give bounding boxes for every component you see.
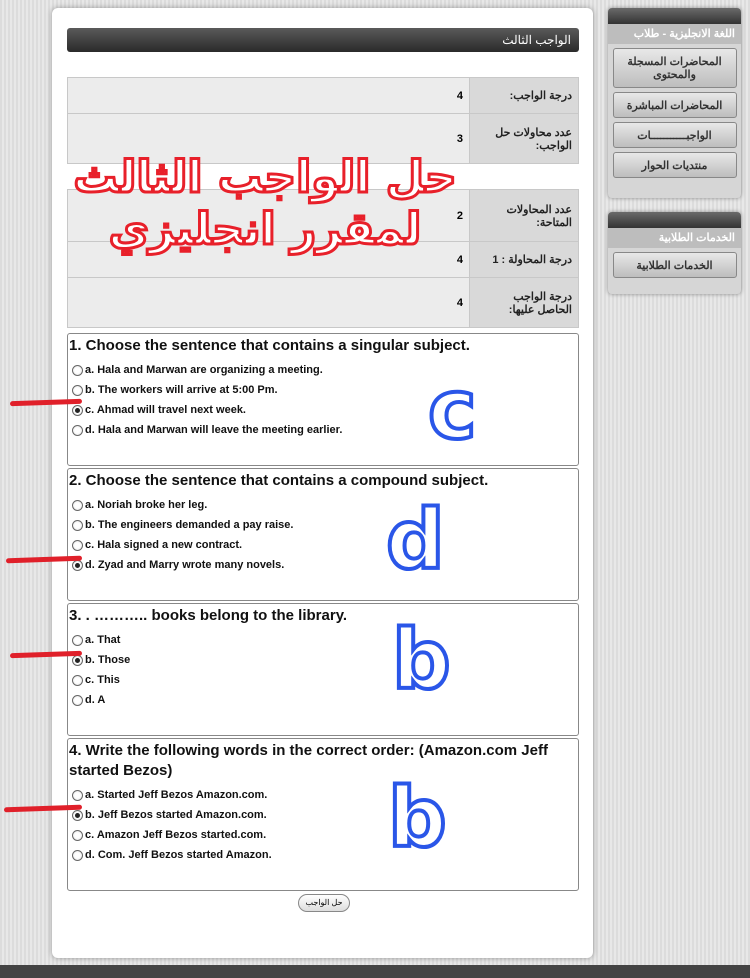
option-label: c. Hala signed a new contract. bbox=[85, 539, 243, 551]
option-label: c. This bbox=[85, 674, 120, 686]
radio-button[interactable] bbox=[72, 425, 83, 436]
option-b[interactable] bbox=[68, 650, 578, 670]
radio-button[interactable] bbox=[72, 850, 83, 861]
radio-button-selected[interactable] bbox=[72, 655, 83, 666]
sidebar-item-live-lectures[interactable]: المحاضرات المباشرة bbox=[613, 92, 737, 118]
radio-button[interactable] bbox=[72, 365, 83, 376]
menu-header bbox=[608, 212, 741, 228]
answer-letter-q1: c bbox=[428, 363, 477, 458]
radio-button[interactable] bbox=[72, 695, 83, 706]
main-panel bbox=[52, 8, 593, 958]
option-label: d. A bbox=[85, 694, 106, 706]
option-a[interactable] bbox=[68, 360, 578, 380]
answer-letter-q2: d bbox=[386, 493, 445, 588]
option-d[interactable] bbox=[68, 845, 578, 865]
info-value: 4 bbox=[68, 78, 470, 114]
option-label: a. Hala and Marwan are organizing a meeting. bbox=[85, 364, 323, 376]
answer-letter-q3: b bbox=[392, 613, 451, 708]
info-value: 4 bbox=[68, 278, 470, 328]
question-title: 2. Choose the sentence that contains a compound subject. bbox=[69, 472, 489, 489]
option-label: b. The engineers demanded a pay raise. bbox=[85, 519, 294, 531]
option-label: b. Those bbox=[85, 654, 131, 666]
option-label: b. The workers will arrive at 5:00 Pm. bbox=[85, 384, 278, 396]
option-c[interactable] bbox=[68, 670, 578, 690]
option-c[interactable] bbox=[68, 535, 578, 555]
services-menu bbox=[608, 212, 741, 294]
option-label: d. Com. Jeff Bezos started Amazon. bbox=[85, 849, 272, 861]
overlay-line-1: حل الواجب الثالث bbox=[73, 152, 457, 203]
table-row bbox=[68, 278, 579, 328]
bottom-bar bbox=[0, 965, 750, 978]
option-label: d. Zyad and Marry wrote many novels. bbox=[85, 559, 285, 571]
sidebar-item-recorded-lectures[interactable]: المحاضرات المسجلة والمحتوى bbox=[613, 48, 737, 88]
option-label: d. Hala and Marwan will leave the meeting earlier. bbox=[85, 424, 343, 436]
page-title: الواجب الثالث bbox=[67, 28, 579, 52]
radio-button[interactable] bbox=[72, 790, 83, 801]
question-2 bbox=[67, 468, 579, 601]
option-c[interactable] bbox=[68, 400, 578, 420]
option-label: a. Noriah broke her leg. bbox=[85, 499, 208, 511]
option-b[interactable] bbox=[68, 805, 578, 825]
table-row bbox=[68, 78, 579, 114]
answer-letter-q4: b bbox=[388, 771, 447, 866]
radio-button[interactable] bbox=[72, 500, 83, 511]
sidebar-item-forums[interactable]: منتديات الحوار bbox=[613, 152, 737, 178]
info-label: عدد المحاولات المتاحة: bbox=[470, 190, 579, 242]
question-3 bbox=[67, 603, 579, 736]
radio-button-selected[interactable] bbox=[72, 405, 83, 416]
option-c[interactable] bbox=[68, 825, 578, 845]
info-label: درجة الواجب الحاصل عليها: bbox=[470, 278, 579, 328]
radio-button[interactable] bbox=[72, 830, 83, 841]
option-d[interactable] bbox=[68, 690, 578, 710]
radio-button[interactable] bbox=[72, 385, 83, 396]
info-value: 3 bbox=[68, 114, 470, 164]
option-label: c. Amazon Jeff Bezos started.com. bbox=[85, 829, 267, 841]
menu-header bbox=[608, 8, 741, 24]
radio-button[interactable] bbox=[72, 540, 83, 551]
option-label: a. Started Jeff Bezos Amazon.com. bbox=[85, 789, 268, 801]
radio-button-selected[interactable] bbox=[72, 560, 83, 571]
info-label: عدد محاولات حل الواجب: bbox=[470, 114, 579, 164]
option-d[interactable] bbox=[68, 420, 578, 440]
option-a[interactable] bbox=[68, 495, 578, 515]
question-title: 3. . ……….. books belong to the library. bbox=[69, 607, 348, 624]
option-b[interactable] bbox=[68, 515, 578, 535]
radio-button[interactable] bbox=[72, 520, 83, 531]
option-d[interactable] bbox=[68, 555, 578, 575]
option-b[interactable] bbox=[68, 380, 578, 400]
sidebar-item-homework[interactable]: الواجبـــــــــــات bbox=[613, 122, 737, 148]
info-value: 2 bbox=[68, 190, 470, 242]
radio-button[interactable] bbox=[72, 635, 83, 646]
question-1 bbox=[67, 333, 579, 466]
option-label: c. Ahmad will travel next week. bbox=[85, 404, 246, 416]
info-label: درجة الواجب: bbox=[470, 78, 579, 114]
sidebar-item-student-services[interactable]: الخدمات الطلابية bbox=[613, 252, 737, 278]
course-title: اللغة الانجليزية - طلاب bbox=[608, 24, 741, 44]
homework-info-table bbox=[67, 77, 579, 164]
info-value: 4 bbox=[68, 242, 470, 278]
radio-button[interactable] bbox=[72, 675, 83, 686]
option-label: a. That bbox=[85, 634, 121, 646]
solve-homework-button[interactable]: حل الواجب bbox=[298, 894, 350, 912]
question-4 bbox=[67, 738, 579, 891]
question-title: 1. Choose the sentence that contains a singular subject. bbox=[69, 337, 470, 354]
overlay-caption bbox=[65, 152, 465, 256]
course-menu bbox=[608, 8, 741, 198]
option-a[interactable] bbox=[68, 785, 578, 805]
info-label: درجة المحاولة : 1 bbox=[470, 242, 579, 278]
option-label: b. Jeff Bezos started Amazon.com. bbox=[85, 809, 267, 821]
radio-button-selected[interactable] bbox=[72, 810, 83, 821]
services-title: الخدمات الطلابية bbox=[608, 228, 741, 248]
question-title: 4. Write the following words in the correct order: (Amazon.com Jeff started Bezos) bbox=[69, 742, 548, 779]
overlay-line-2: لمقرر انجليزي bbox=[108, 204, 422, 255]
option-a[interactable] bbox=[68, 630, 578, 650]
